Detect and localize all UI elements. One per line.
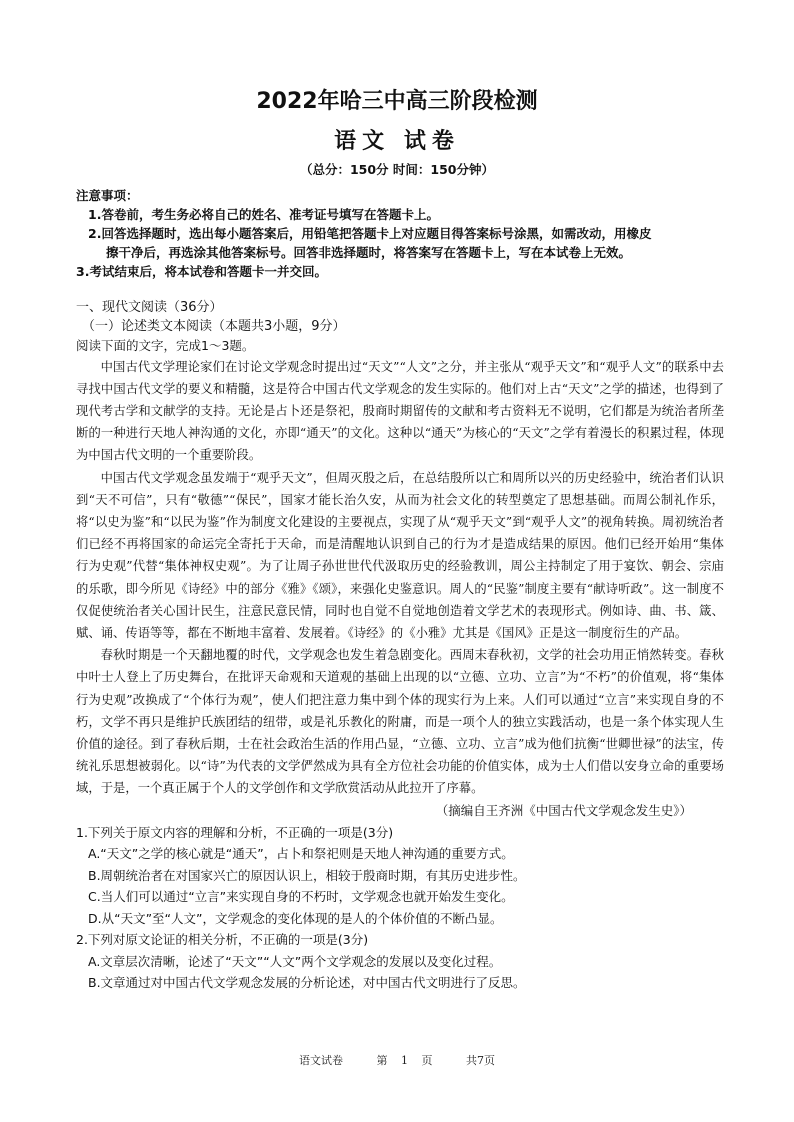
footer-subject: 语文试卷 <box>299 1054 343 1067</box>
question-option: D.从“天文”至“人文”，文学观念的变化体现的是人的个体价值的不断凸显。 <box>88 910 503 926</box>
exam-title: 2022年哈三中高三阶段检测 <box>256 89 538 114</box>
passage-paragraph: 中国古代文学观念虽发端于“观乎天文”，但周灭殷之后，在总结殷所以亡和周所以兴的历史经验中，统治者们认识到“天不可信”，只有“敬德”“保民”，国家才能长治久安，从而为社会文化的转型奠定了思想基础。而周公制礼作乐，将“以史为鉴”和“以民为鉴”作为制度文化建设的主要视点，实现了从“观乎天文”到“观乎人文”的视角转换。周初统治者们已经不再将国家的命运完全寄托于天命，而是清醒地认识到自己的行为才是造成结果的原因。他们已经开始用“集体行为史观”代替“集体神权史观”。为了让周子孙世世代代汲取历史的经验教训，周公主持制定了用于宴饮、朝会、宗庙的乐歌，即今所见《诗经》中的部分《雅》《颂》，来强化史鉴意识。周人的“民鉴”制度主要有“献诗听政”。这一制度不仅促使统治者关心国计民生，注意民意民情，同时也自觉不自觉地创造着文学艺术的表现形式。例如诗、曲、书、箴、赋、诵、传语等等，都在不断地丰富着、发展着。《诗经》的《小雅》尤其是《国风》正是这一制度衍生的产品。 <box>76 470 724 641</box>
notice-item: 2.回答选择题时，选出每小题答案后，用铅笔把答题卡上对应题目得答案标号涂黑，如需改动，用橡皮 <box>88 226 652 241</box>
footer-page-number: 第 1 页 <box>376 1054 433 1067</box>
reading-instruction: 阅读下面的文字，完成1～3题。 <box>76 338 255 354</box>
notice-item: 擦干净后，再选涂其他答案标号。回答非选择题时，将答案写在答题卡上，写在本试卷上无效。 <box>106 245 632 260</box>
question-option: A.“天文”之学的核心就是“通天”，占卜和祭祀则是天地人神沟通的重要方式。 <box>88 846 514 862</box>
question-option: B.文章通过对中国古代文学观念发展的分析论述，对中国古代文明进行了反思。 <box>88 975 526 991</box>
question-option: A.文章层次清晰，论述了“天文”“人文”两个文学观念的发展以及变化过程。 <box>88 953 502 969</box>
question-option: B.周朝统治者在对国家兴亡的原因认识上，相较于殷商时期，有其历史进步性。 <box>88 867 526 883</box>
question-stem: 2.下列对原文论证的相关分析，不正确的一项是(3分) <box>76 932 369 948</box>
footer-total-pages: 共7页 <box>466 1054 495 1067</box>
question-1 <box>76 822 724 930</box>
exam-meta: （总分：150分 时间：150分钟） <box>299 162 495 177</box>
passage-source: （摘编自王齐洲《中国古代文学观念发生史》） <box>435 802 692 818</box>
question-2 <box>76 929 724 994</box>
passage-paragraph: 中国古代文学理论家们在讨论文学观念时提出过“天文”“人文”之分，并主张从“观乎天文”和“观乎人文”的联系中去寻找中国古代文学的要义和精髓，这是符合中国古代文学观念的发生实际的。他们对上古“天文”之学的描述，也得到了现代考古学和文献学的支持。无论是占卜还是祭祀，殷商时期留传的文献和考古资料无不说明，它们都是为统治者所垄断的一种进行天地人神沟通的文化，亦即“通天”的文化。这种以“通天”为核心的“天文”之学有着漫长的积累过程，体现为中国古代文明的一个重要阶段。 <box>76 359 724 463</box>
notice-item: 1.答卷前，考生务必将自己的姓名、准考证号填写在答题卡上。 <box>88 207 439 222</box>
notice-block <box>76 186 724 281</box>
section-heading: 一、现代文阅读（36分） <box>76 300 223 315</box>
section-subheading: （一）论述类文本阅读（本题共3小题，9分） <box>82 319 346 335</box>
page-footer <box>0 1052 794 1068</box>
notice-heading: 注意事项： <box>76 188 139 203</box>
question-option: C.当人们可以通过“立言”来实现自身的不朽时，文学观念也就开始发生变化。 <box>88 889 514 905</box>
question-stem: 1.下列关于原文内容的理解和分析，不正确的一项是(3分) <box>76 824 394 840</box>
exam-subtitle: 语文 试卷 <box>334 129 460 154</box>
notice-item: 3.考试结束后，将本试卷和答题卡一并交回。 <box>76 264 327 279</box>
main-content <box>76 298 724 994</box>
passage-paragraph: 春秋时期是一个天翻地覆的时代，文学观念也发生着急剧变化。西周末春秋初，文学的社会功用正悄然转变。春秋中叶士人登上了历史舞台，在批评天命观和天道观的基础上出现的以“立德、立功、立言”为“不朽”的价值观，将“集体行为史观”改换成了“个体行为观”，使人们把注意力集中到个体的现实行为上来。人们可以通过“立言”来实现自身的不朽，文学不再只是维护氏族团结的纽带，或是礼乐教化的附庸，而是一项个人的独立实践活动，也是一条个体实现人生价值的途径。到了春秋后期，士在社会政治生活的作用凸显，“立德、立功、立言”成为他们抗衡“世卿世禄”的法宝，传统礼乐思想被弱化。以“诗”为代表的文学俨然成为具有全方位社会功能的价值实体，成为士人们借以安身立命的重要场域，于是，一个真正属于个人的文学创作和文学欣赏活动从此拉开了序幕。 <box>76 648 724 796</box>
